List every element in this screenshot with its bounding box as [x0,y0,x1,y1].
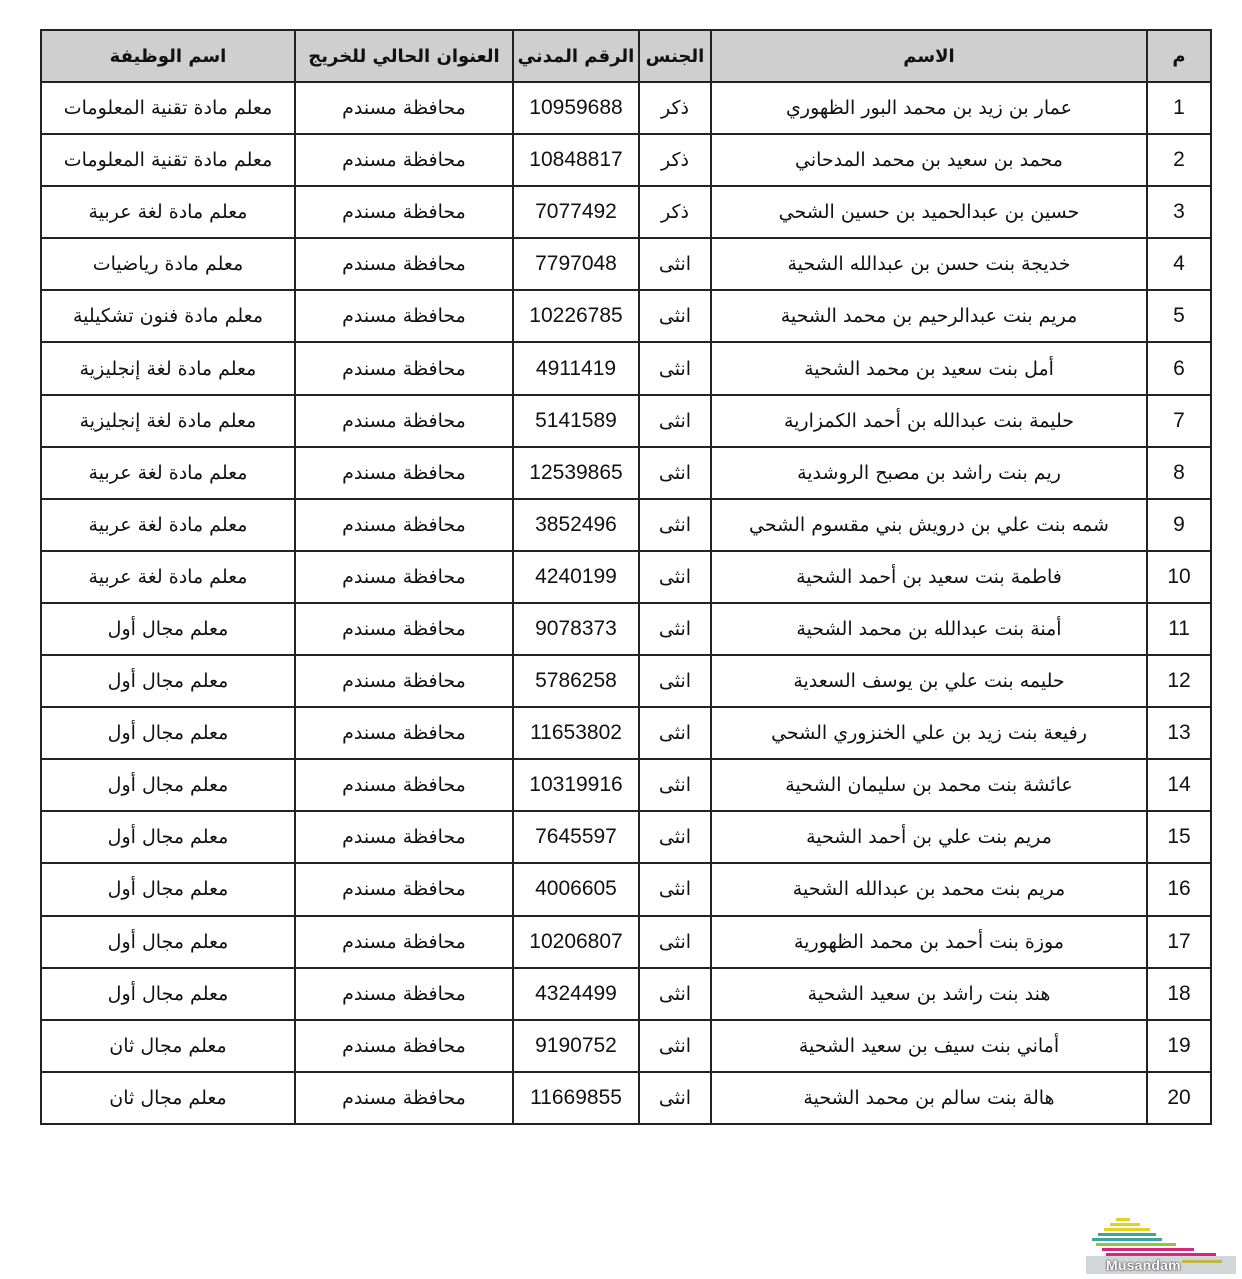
cell-civil-id: 10206807 [513,916,639,968]
cell-address: محافظة مسندم [295,863,513,915]
cell-index: 19 [1147,1020,1211,1072]
cell-name: هالة بنت سالم بن محمد الشحية [711,1072,1147,1124]
cell-civil-id: 7797048 [513,238,639,290]
table-row [41,82,1211,134]
cell-civil-id: 4911419 [513,342,639,394]
cell-job: معلم مادة تقنية المعلومات [41,134,295,186]
cell-address: محافظة مسندم [295,395,513,447]
cell-job: معلم مادة لغة عربية [41,447,295,499]
cell-job: معلم مجال أول [41,916,295,968]
cell-index: 3 [1147,186,1211,238]
cell-index: 6 [1147,342,1211,394]
cell-name: مريم بنت عبدالرحيم بن محمد الشحية [711,290,1147,342]
table-header-row [41,30,1211,82]
cell-job: معلم مجال أول [41,811,295,863]
cell-gender: انثى [639,811,711,863]
table-row [41,759,1211,811]
cell-gender: انثى [639,1020,711,1072]
cell-job: معلم مادة لغة عربية [41,551,295,603]
cell-gender: انثى [639,342,711,394]
cell-index: 9 [1147,499,1211,551]
cell-address: محافظة مسندم [295,238,513,290]
cell-index: 10 [1147,551,1211,603]
cell-name: أمل بنت سعيد بن محمد الشحية [711,342,1147,394]
header-address: العنوان الحالي للخريج [295,30,513,82]
cell-job: معلم مادة فنون تشكيلية [41,290,295,342]
cell-job: معلم مجال أول [41,603,295,655]
cell-gender: انثى [639,499,711,551]
cell-address: محافظة مسندم [295,655,513,707]
cell-job: معلم مادة لغة عربية [41,186,295,238]
cell-gender: انثى [639,655,711,707]
cell-civil-id: 5786258 [513,655,639,707]
table-row [41,707,1211,759]
cell-index: 5 [1147,290,1211,342]
cell-job: معلم مجال ثان [41,1072,295,1124]
cell-gender: انثى [639,759,711,811]
cell-address: محافظة مسندم [295,603,513,655]
table-row [41,655,1211,707]
cell-job: معلم مادة لغة إنجليزية [41,395,295,447]
cell-job: معلم مجال أول [41,707,295,759]
cell-index: 1 [1147,82,1211,134]
cell-index: 17 [1147,916,1211,968]
cell-gender: انثى [639,395,711,447]
cell-name: مريم بنت علي بن أحمد الشحية [711,811,1147,863]
cell-job: معلم مادة تقنية المعلومات [41,82,295,134]
table-row [41,1072,1211,1124]
cell-index: 4 [1147,238,1211,290]
cell-address: محافظة مسندم [295,707,513,759]
header-job: اسم الوظيفة [41,30,295,82]
cell-gender: ذكر [639,186,711,238]
cell-gender: انثى [639,968,711,1020]
table-row [41,290,1211,342]
cell-index: 7 [1147,395,1211,447]
table-row [41,447,1211,499]
cell-name: ريم بنت راشد بن مصبح الروشدية [711,447,1147,499]
table-row [41,1020,1211,1072]
cell-name: فاطمة بنت سعيد بن أحمد الشحية [711,551,1147,603]
cell-name: هند بنت راشد بن سعيد الشحية [711,968,1147,1020]
table-row [41,238,1211,290]
table-row [41,811,1211,863]
cell-gender: انثى [639,916,711,968]
table-row [41,968,1211,1020]
cell-civil-id: 11669855 [513,1072,639,1124]
cell-civil-id: 4006605 [513,863,639,915]
cell-gender: انثى [639,1072,711,1124]
cell-job: معلم مادة لغة إنجليزية [41,342,295,394]
table-row [41,186,1211,238]
table-body [41,82,1211,1124]
cell-gender: انثى [639,290,711,342]
cell-name: خديجة بنت حسن بن عبدالله الشحية [711,238,1147,290]
graduates-table-container [40,29,1210,1125]
table-row [41,499,1211,551]
cell-civil-id: 10959688 [513,82,639,134]
cell-address: محافظة مسندم [295,759,513,811]
cell-index: 15 [1147,811,1211,863]
cell-index: 16 [1147,863,1211,915]
table-row [41,603,1211,655]
header-civil-id: الرقم المدني [513,30,639,82]
cell-name: حسين بن عبدالحميد بن حسين الشحي [711,186,1147,238]
cell-civil-id: 7645597 [513,811,639,863]
cell-name: حليمة بنت عبدالله بن أحمد الكمزارية [711,395,1147,447]
cell-address: محافظة مسندم [295,82,513,134]
cell-name: عمار بن زيد بن محمد البور الظهوري [711,82,1147,134]
cell-civil-id: 11653802 [513,707,639,759]
watermark-text: Musandam [1106,1257,1181,1273]
cell-address: محافظة مسندم [295,499,513,551]
cell-job: معلم مجال أول [41,759,295,811]
cell-index: 2 [1147,134,1211,186]
cell-gender: انثى [639,551,711,603]
cell-name: عائشة بنت محمد بن سليمان الشحية [711,759,1147,811]
cell-address: محافظة مسندم [295,134,513,186]
table-row [41,916,1211,968]
cell-civil-id: 4324499 [513,968,639,1020]
cell-gender: انثى [639,238,711,290]
cell-index: 18 [1147,968,1211,1020]
cell-gender: انثى [639,447,711,499]
cell-name: مريم بنت محمد بن عبدالله الشحية [711,863,1147,915]
cell-name: أماني بنت سيف بن سعيد الشحية [711,1020,1147,1072]
cell-address: محافظة مسندم [295,186,513,238]
cell-address: محافظة مسندم [295,1072,513,1124]
table-row [41,342,1211,394]
cell-address: محافظة مسندم [295,290,513,342]
cell-civil-id: 10226785 [513,290,639,342]
table-row [41,395,1211,447]
cell-name: شمه بنت علي بن درويش بني مقسوم الشحي [711,499,1147,551]
cell-job: معلم مادة لغة عربية [41,499,295,551]
cell-address: محافظة مسندم [295,1020,513,1072]
cell-index: 14 [1147,759,1211,811]
cell-gender: انثى [639,863,711,915]
cell-index: 20 [1147,1072,1211,1124]
cell-job: معلم مجال أول [41,968,295,1020]
cell-address: محافظة مسندم [295,551,513,603]
cell-gender: ذكر [639,82,711,134]
header-gender: الجنس [639,30,711,82]
cell-civil-id: 12539865 [513,447,639,499]
cell-name: موزة بنت أحمد بن محمد الظهورية [711,916,1147,968]
cell-address: محافظة مسندم [295,968,513,1020]
cell-index: 11 [1147,603,1211,655]
cell-index: 12 [1147,655,1211,707]
cell-job: معلم مادة رياضيات [41,238,295,290]
cell-job: معلم مجال أول [41,863,295,915]
table-row [41,551,1211,603]
graduates-table [40,29,1212,1125]
cell-gender: انثى [639,707,711,759]
header-index: م [1147,30,1211,82]
cell-civil-id: 10319916 [513,759,639,811]
cell-gender: انثى [639,603,711,655]
cell-index: 13 [1147,707,1211,759]
cell-civil-id: 9190752 [513,1020,639,1072]
table-row [41,134,1211,186]
cell-civil-id: 7077492 [513,186,639,238]
cell-name: محمد بن سعيد بن محمد المدحاني [711,134,1147,186]
cell-civil-id: 4240199 [513,551,639,603]
table-row [41,863,1211,915]
cell-address: محافظة مسندم [295,811,513,863]
cell-index: 8 [1147,447,1211,499]
cell-job: معلم مجال أول [41,655,295,707]
cell-address: محافظة مسندم [295,342,513,394]
cell-civil-id: 9078373 [513,603,639,655]
cell-name: حليمه بنت علي بن يوسف السعدية [711,655,1147,707]
cell-civil-id: 10848817 [513,134,639,186]
cell-name: أمنة بنت عبدالله بن محمد الشحية [711,603,1147,655]
cell-name: رفيعة بنت زيد بن علي الخنزوري الشحي [711,707,1147,759]
cell-gender: ذكر [639,134,711,186]
cell-address: محافظة مسندم [295,447,513,499]
cell-civil-id: 3852496 [513,499,639,551]
cell-civil-id: 5141589 [513,395,639,447]
cell-job: معلم مجال ثان [41,1020,295,1072]
header-name: الاسم [711,30,1147,82]
cell-address: محافظة مسندم [295,916,513,968]
